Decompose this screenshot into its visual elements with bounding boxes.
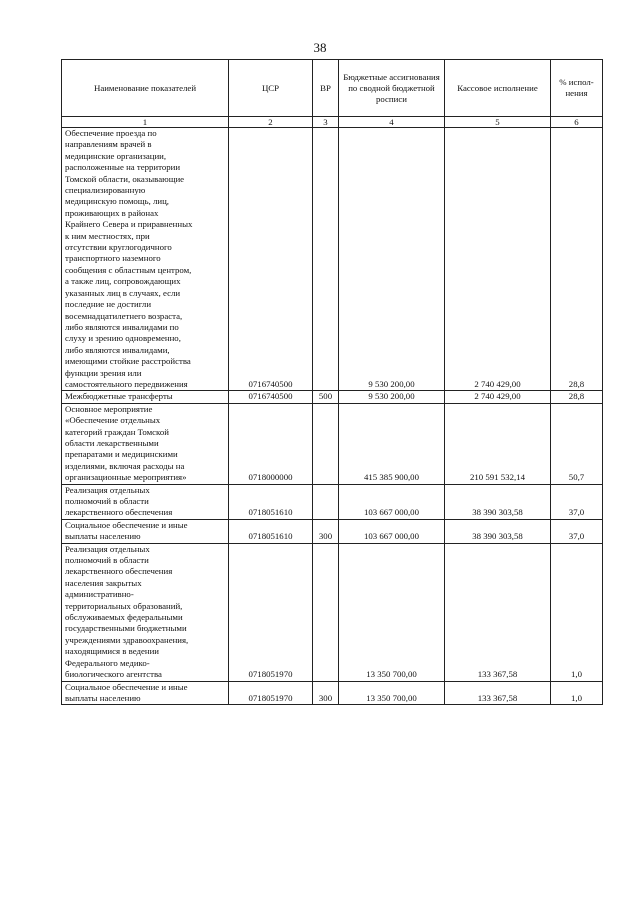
row-indicator-name: Межбюджетные трансферты [62,391,229,403]
row-indicator-name: Социальное обеспечение и иные выплаты населению [62,519,229,543]
header-indicator-name: Наименование показателей [62,60,229,117]
row-executed: 38 390 303,58 [445,519,551,543]
header-budget-allocations: Бюджетные ассигнования по сводной бюджетной росписи [339,60,445,117]
table-row [62,391,603,403]
column-number: 3 [313,117,339,128]
row-indicator-name: Реализация отдельных полномочий в области лекарственного обеспечения населения закрытых административно- территориальных образований, обслуживаемых федеральными государственными бюджетными учреждениями здравоохранения, находящимися в ведении Федерального медико- биологического агентства [62,543,229,681]
budget-execution-table [61,59,603,705]
header-vr: ВР [313,60,339,117]
row-executed: 133 367,58 [445,543,551,681]
column-number: 4 [339,117,445,128]
row-budget: 13 350 700,00 [339,681,445,705]
table-row [62,484,603,519]
row-percent: 28,8 [551,391,603,403]
row-csr: 0718051610 [229,484,313,519]
row-executed: 2 740 429,00 [445,128,551,391]
row-percent: 1,0 [551,543,603,681]
row-vr: 300 [313,519,339,543]
row-budget: 9 530 200,00 [339,128,445,391]
column-number: 5 [445,117,551,128]
column-number: 2 [229,117,313,128]
table-row [62,519,603,543]
row-percent: 28,8 [551,128,603,391]
row-executed: 210 591 532,14 [445,403,551,484]
row-vr [313,484,339,519]
row-percent: 50,7 [551,403,603,484]
row-vr [313,128,339,391]
row-csr: 0718000000 [229,403,313,484]
table-row [62,403,603,484]
row-csr: 0716740500 [229,391,313,403]
page-number: 38 [313,40,327,55]
header-row [62,60,603,117]
row-vr: 300 [313,681,339,705]
row-vr: 500 [313,391,339,403]
row-executed: 2 740 429,00 [445,391,551,403]
row-executed: 133 367,58 [445,681,551,705]
row-percent: 37,0 [551,484,603,519]
row-indicator-name: Обеспечение проезда по направлениям врачей в медицинские организации, расположенные на территории Томской области, оказывающие специализированную медицинскую помощь, лиц, проживающих в районах Крайнего Севера и приравненных к ним местностях, при отсутствии круглогодичного транспортного наземного сообщения с областным центром, а также лиц, сопровождающих указанных лиц в случаях, если последние не достигли восемнадцатилетнего возраста, либо являются инвалидами по слуху и зрению одновременно, либо являются инвалидами, имеющими стойкие расстройства функции зрения или самостоятельного передвижения [62,128,229,391]
header-csr: ЦСР [229,60,313,117]
row-budget: 103 667 000,00 [339,484,445,519]
row-indicator-name: Социальное обеспечение и иные выплаты населению [62,681,229,705]
row-vr [313,403,339,484]
row-executed: 38 390 303,58 [445,484,551,519]
column-number: 6 [551,117,603,128]
row-budget: 13 350 700,00 [339,543,445,681]
row-csr: 0718051970 [229,681,313,705]
row-budget: 103 667 000,00 [339,519,445,543]
table-row [62,681,603,705]
row-percent: 37,0 [551,519,603,543]
header-cash-execution: Кассовое исполнение [445,60,551,117]
table-row [62,543,603,681]
row-csr: 0716740500 [229,128,313,391]
column-number-row [62,117,603,128]
row-percent: 1,0 [551,681,603,705]
row-csr: 0718051610 [229,519,313,543]
table-row [62,128,603,391]
row-budget: 9 530 200,00 [339,391,445,403]
row-indicator-name: Реализация отдельных полномочий в области лекарственного обеспечения [62,484,229,519]
row-indicator-name: Основное мероприятие «Обеспечение отдельных категорий граждан Томской области лекарственными препаратами и медицинскими изделиями, включая расходы на организационные мероприятия» [62,403,229,484]
row-csr: 0718051970 [229,543,313,681]
row-budget: 415 385 900,00 [339,403,445,484]
header-execution-percent: % испол-нения [551,60,603,117]
row-vr [313,543,339,681]
column-number: 1 [62,117,229,128]
